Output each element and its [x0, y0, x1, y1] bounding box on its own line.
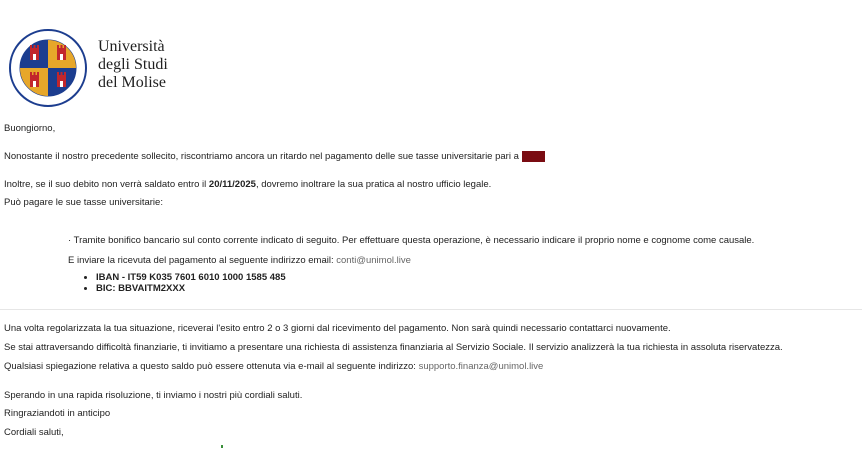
paragraph-payment-intro: Può pagare le sue tasse universitarie: [4, 197, 163, 208]
support-prefix: Qualsiasi spiegazione relativa a questo saldo può essere ottenuta via e-mail al seguente indirizzo: [4, 361, 416, 372]
paragraph-support [4, 361, 543, 372]
logo-line-1: Università [98, 38, 165, 55]
logo-line-2: degli Studi [98, 56, 168, 73]
closing-line-2: Ringraziandoti in anticipo [4, 408, 111, 419]
deadline-suffix: , dovremo inoltrare la sua pratica al nostro ufficio legale. [255, 179, 492, 190]
receipt-instruction [68, 255, 411, 266]
receipt-prefix: E inviare la ricevuta del pagamento al seguente indirizzo email: [68, 255, 334, 266]
closing-line-3: Cordiali saluti, [4, 427, 64, 438]
logo-line-3: del Molise [98, 74, 166, 91]
paragraph-assistance: Se stai attraversando difficoltà finanziarie, ti invitiamo a presentare una richiesta di assistenza finanziaria al Servizio Sociale. Il servizio analizzerà la tua richiesta in assoluta riservatezza. [4, 342, 783, 353]
university-logo [8, 28, 178, 110]
bic-item: • BIC: BBVAITM2XXX [96, 283, 286, 294]
deadline-date: 20/11/2025 [208, 179, 256, 190]
outstanding-text: Nonostante il nostro precedente sollecito, riscontriamo ancora un ritardo nel pagamento delle sue tasse universitarie pari a [4, 151, 519, 162]
section-divider [0, 309, 862, 310]
paragraph-outstanding [4, 151, 545, 162]
paragraph-deadline [4, 179, 491, 190]
deadline-prefix: Inoltre, se il suo debito non verrà saldato entro il [4, 179, 207, 190]
paragraph-confirmation: Una volta regolarizzata la tua situazione, riceverai l'esito entro 2 o 3 giorni dal ricevimento del pagamento. Non sarà quindi necessario contattarci nuovamente. [4, 323, 671, 334]
iban-item: • IBAN - IT59 K035 7601 6010 1000 1585 485 [96, 272, 286, 283]
tracking-pixel-mark [221, 445, 223, 448]
greeting: Buongiorno, [4, 123, 56, 134]
closing-line-1: Sperando in una rapida risoluzione, ti inviamo i nostri più cordiali saluti. [4, 390, 303, 401]
university-name [98, 38, 168, 92]
receipt-email-link[interactable]: conti@unimol.live [336, 255, 411, 266]
bank-details-list [82, 272, 286, 294]
bank-transfer-instruction: · Tramite bonifico bancario sul conto corrente indicato di seguito. Per effettuare questa operazione, è necessario indicare il proprio nome e cognome come causale. [68, 235, 755, 246]
support-email-link[interactable]: supporto.finanza@unimol.live [418, 361, 544, 372]
university-seal-icon [8, 28, 88, 108]
amount-highlight: €650 [522, 151, 544, 162]
